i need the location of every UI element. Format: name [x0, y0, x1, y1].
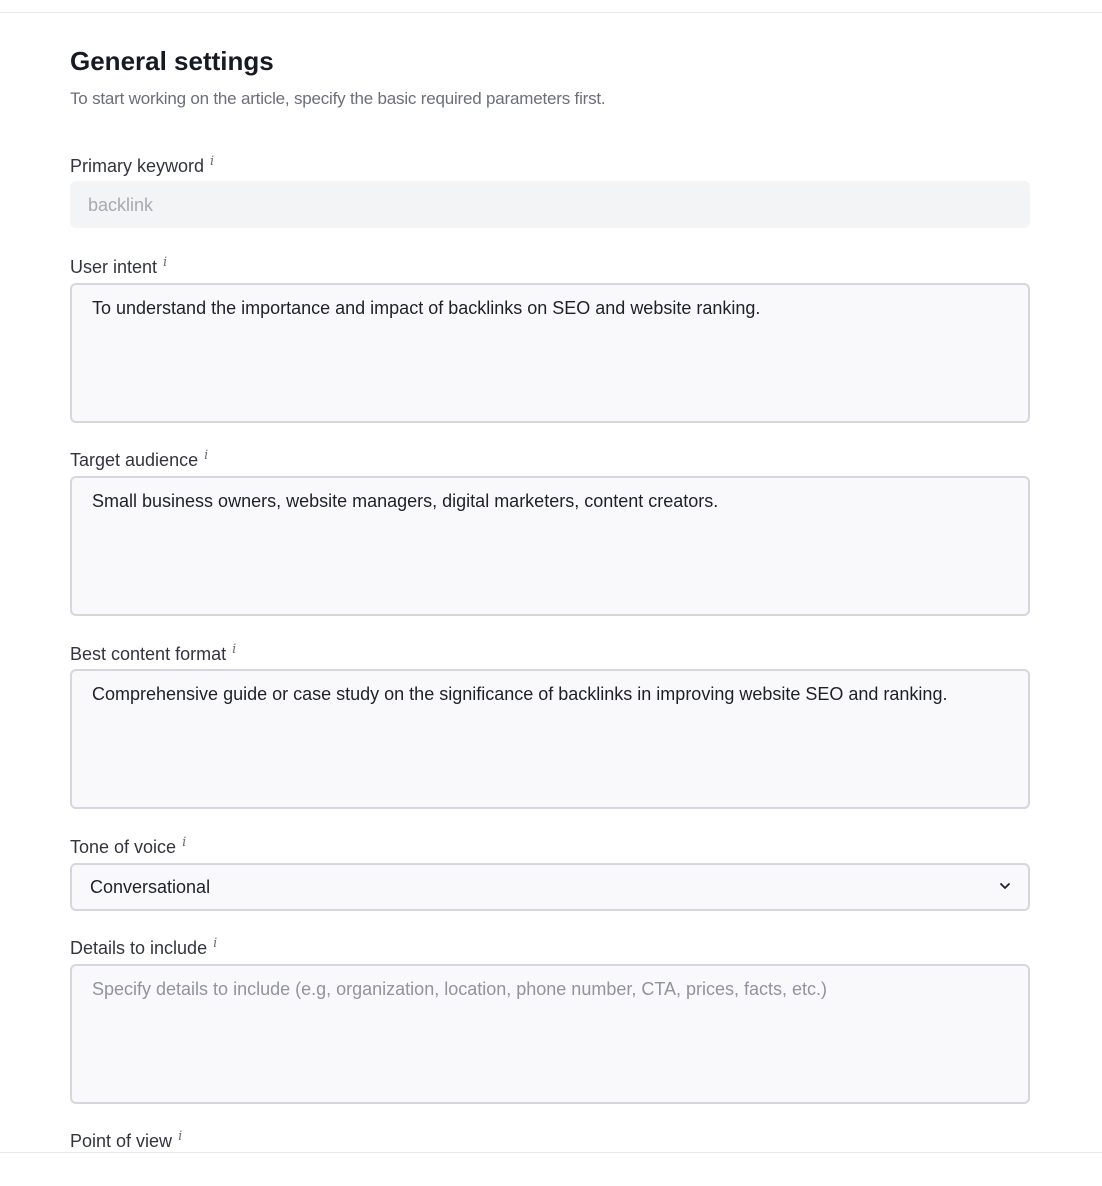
settings-scroll-area[interactable] [0, 13, 1102, 1152]
info-icon[interactable]: i [178, 1129, 183, 1144]
best-content-format-textarea[interactable]: Comprehensive guide or case study on the significance of backlinks in improving website SEO and ranking. [70, 669, 1030, 809]
tone-of-voice-label [70, 836, 186, 858]
target-audience-label [70, 449, 208, 471]
info-icon[interactable]: i [204, 448, 209, 463]
page-subtitle: To start working on the article, specify the basic required parameters first. [70, 89, 606, 108]
point-of-view-label-text: Point of view [70, 1131, 173, 1151]
chevron-down-icon [998, 879, 1012, 893]
point-of-view-label [70, 1130, 182, 1152]
info-icon[interactable]: i [163, 255, 168, 270]
user-intent-textarea[interactable]: To understand the importance and impact of backlinks on SEO and website ranking. [70, 283, 1030, 423]
details-to-include-label-text: Details to include [70, 938, 208, 958]
info-icon[interactable]: i [210, 154, 215, 169]
best-content-format-label-text: Best content format [70, 644, 227, 664]
info-icon[interactable]: i [213, 936, 218, 951]
primary-keyword-input: backlink [70, 181, 1030, 228]
info-icon[interactable]: i [232, 642, 237, 657]
target-audience-textarea[interactable]: Small business owners, website managers, digital marketers, content creators. [70, 476, 1030, 616]
bottom-divider [0, 1152, 1102, 1153]
primary-keyword-label [70, 155, 214, 177]
best-content-format-label [70, 643, 236, 665]
primary-keyword-label-text: Primary keyword [70, 156, 205, 176]
user-intent-label [70, 256, 167, 278]
info-icon[interactable]: i [182, 835, 187, 850]
tone-of-voice-select[interactable] [70, 863, 1030, 911]
tone-of-voice-label-text: Tone of voice [70, 837, 177, 857]
target-audience-label-text: Target audience [70, 450, 199, 470]
details-to-include-textarea[interactable]: Specify details to include (e.g, organization, location, phone number, CTA, prices, facts, etc.) [70, 964, 1030, 1104]
tone-of-voice-selected-value: Conversational [90, 877, 211, 897]
user-intent-label-text: User intent [70, 257, 158, 277]
details-to-include-label [70, 937, 217, 959]
page-title: General settings [70, 46, 274, 76]
